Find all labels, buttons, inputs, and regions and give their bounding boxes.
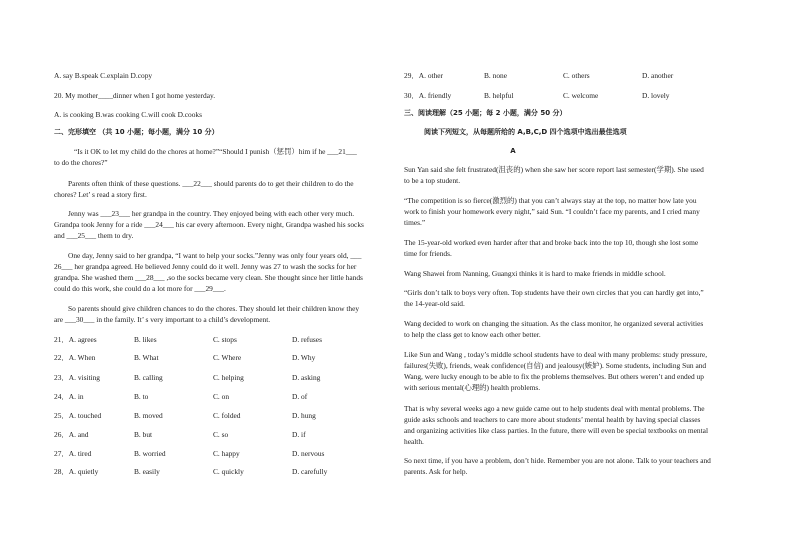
option: C. stops (213, 335, 237, 344)
text-line: to be a top student. (404, 176, 461, 185)
text-line: grandpa. She washed them ___28___ ,so the socks became very clean. She thought since her little hands (54, 273, 363, 282)
section3-heading: 三、阅读理解（25 小题；每 2 小题，满分 50 分） (404, 109, 567, 117)
text-line: with serious mental(心理的) health problems. (404, 383, 541, 392)
option: D. hung (292, 411, 316, 420)
option: C. happy (213, 449, 240, 458)
option: D. of (292, 392, 308, 401)
text-line: “The competition is so fierce(激烈的) that you can’t always stay at the top, no matter how late you (404, 196, 697, 205)
option: 22．A. When (54, 353, 96, 362)
text-line: the 14-year-old said. (404, 299, 465, 308)
text-line: 26___ her grandpa agreed. He believed Jenny could do it well. Jenny was 27 to wash the socks for her (54, 262, 357, 271)
passage-paragraph-3 (404, 237, 742, 259)
text-line: chores? Let’ s read a story first. (54, 190, 147, 199)
option: 24．A. in (54, 392, 84, 401)
option: D. Why (292, 353, 316, 362)
text-line: Wang, were lucky enough to be able to fix the problems themselves. But others weren’t and ended up (404, 372, 704, 381)
text-line: Jenny was ___23___ her grandpa in the country. They enjoyed being with each other very much. (68, 209, 355, 218)
option: 27．A. tired (54, 449, 92, 458)
text-line: Wang Shawei from Nanning, Guangxi thinks it is hard to make friends in middle school. (404, 269, 666, 278)
passage-paragraph-5 (404, 287, 742, 309)
cloze-paragraph-2 (54, 178, 388, 200)
option: 21．A. agrees (54, 335, 97, 344)
option-row-27 (54, 448, 388, 459)
option: C. folded (213, 411, 241, 420)
option: C. so (213, 430, 229, 439)
passage-paragraph-7 (404, 349, 742, 393)
text-line: to help the class get to know each other better. (404, 330, 541, 339)
passage-paragraph-1 (404, 164, 742, 186)
passage-paragraph-2 (404, 195, 742, 228)
option: B. calling (134, 373, 163, 382)
cloze-paragraph-1 (54, 146, 388, 168)
section2-heading: 二、完形填空 （共 10 小题；每小题，满分 10 分） (54, 128, 219, 136)
option: D. carefully (292, 467, 328, 476)
text-line: guide asks schools and teachers to care more about students’ mental health by having special classes (404, 415, 701, 424)
option-row-25 (54, 410, 388, 421)
text-line: failures(失败), friends, weak confidence(自信) and jealousy(嫉妒). Some students, including Sun and (404, 361, 707, 370)
option: B. likes (134, 335, 157, 344)
option: B. helpful (484, 91, 514, 100)
option: D. refuses (292, 335, 322, 344)
option-row-26 (54, 429, 388, 440)
option: B. none (484, 71, 507, 80)
option: 26．A. and (54, 430, 89, 439)
option: 30．A. friendly (404, 91, 452, 100)
cloze-paragraph-5 (54, 303, 388, 325)
text-line: and ___25___ them to dry. (54, 231, 134, 240)
text-line: Parents often think of these questions. ___22___ should parents do to get their children to do the (68, 179, 354, 188)
passage-paragraph-6 (404, 318, 742, 340)
cloze-paragraph-3 (54, 208, 388, 241)
option: C. helping (213, 373, 244, 382)
option: D. nervous (292, 449, 325, 458)
option: C. Where (213, 353, 242, 362)
passage-paragraph-4 (404, 268, 742, 279)
reading-instruction: 阅读下列短文，从每题所给的 A,B,C,D 四个选项中选出最佳选项 (424, 128, 627, 136)
option: C. quickly (213, 467, 244, 476)
text-line: “Is it OK to let my child do the chores at home?”“Should I punish（惩罚）him if he ___21___ (74, 147, 357, 156)
text-line: to do the chores?” (54, 158, 108, 167)
text-line: The 15-year-old worked even harder after that and broke back into the top 10, though she lost some (404, 238, 699, 247)
cloze-paragraph-4 (54, 250, 388, 294)
option-row-23 (54, 372, 388, 383)
option: C. on (213, 392, 230, 401)
option: B. to (134, 392, 149, 401)
option: B. worried (134, 449, 166, 458)
text-line: That is why several weeks ago a new guide came out to help students deal with mental problems. The (404, 404, 705, 413)
text-line: Wang decided to work on changing the situation. As the class monitor, he organized several activities (404, 319, 704, 328)
option: D. another (642, 71, 674, 80)
text-line: Sun Yan said she felt frustrated(沮丧的) when she saw her score report last semester(学期). She used (404, 165, 704, 174)
option: C. welcome (563, 91, 599, 100)
option: D. lovely (642, 91, 670, 100)
option: D. if (292, 430, 306, 439)
option-row-29 (404, 70, 742, 81)
option: B. but (134, 430, 153, 439)
option: D. asking (292, 373, 321, 382)
option: B. easily (134, 467, 160, 476)
option-row-24 (54, 391, 388, 402)
q20-options: A. is cooking B.was cooking C.will cook D.cooks (54, 110, 203, 119)
option-row-22 (54, 352, 388, 363)
text-line: parents. Ask for help. (404, 467, 468, 476)
option-row-28 (54, 466, 388, 477)
text-line: Grandpa took Jenny for a ride ___24___ his car every afternoon. Every night, Grandpa washed his socks (54, 220, 364, 229)
option: 25．A. touched (54, 411, 102, 420)
q20-stem: 20. My mother____dinner when I got home yesterday. (54, 91, 216, 100)
passage-label: A (510, 147, 516, 155)
text-line: and organizing activities like class parties. In the future, there will even be special textbooks on mental (404, 426, 709, 435)
option: B. What (134, 353, 159, 362)
text-line: time for friends. (404, 249, 452, 258)
option: 29．A. other (404, 71, 443, 80)
text-line: are ___30___ in the family. It’ s very important to a child’s development. (54, 315, 271, 324)
text-line: One day, Jenny said to her grandpa, “I want to help your socks.”Jenny was only four years old, ___ (68, 251, 362, 260)
option-row-21 (54, 334, 388, 345)
q19-options: A. say B.speak C.explain D.copy (54, 71, 153, 80)
passage-paragraph-8 (404, 403, 742, 447)
passage-paragraph-9 (404, 455, 742, 477)
text-line: health. (404, 437, 424, 446)
text-line: So parents should give children chances to do the chores. They should let their children know they (68, 304, 360, 313)
text-line: work to finish your homework every night,” said Sun. “I couldn’t face my parents, and I cried many (404, 207, 700, 216)
text-line: could do this work, she could do a lot more for ___29___. (54, 284, 226, 293)
text-line: “Girls don’t talk to boys very often. Top students have their own circles that you can hardly get into,” (404, 288, 704, 297)
text-line: Like Sun and Wang , today’s middle school students have to deal with many problems: study pressure, (404, 350, 708, 359)
text-line: So next time, if you have a problem, don’t hide. Remember you are not alone. Talk to your teachers and (404, 456, 711, 465)
option: C. others (563, 71, 590, 80)
option: 28．A. quietly (54, 467, 99, 476)
text-line: times.” (404, 218, 426, 227)
option: 23．A. visiting (54, 373, 100, 382)
option-row-30 (404, 90, 742, 101)
option: B. moved (134, 411, 163, 420)
